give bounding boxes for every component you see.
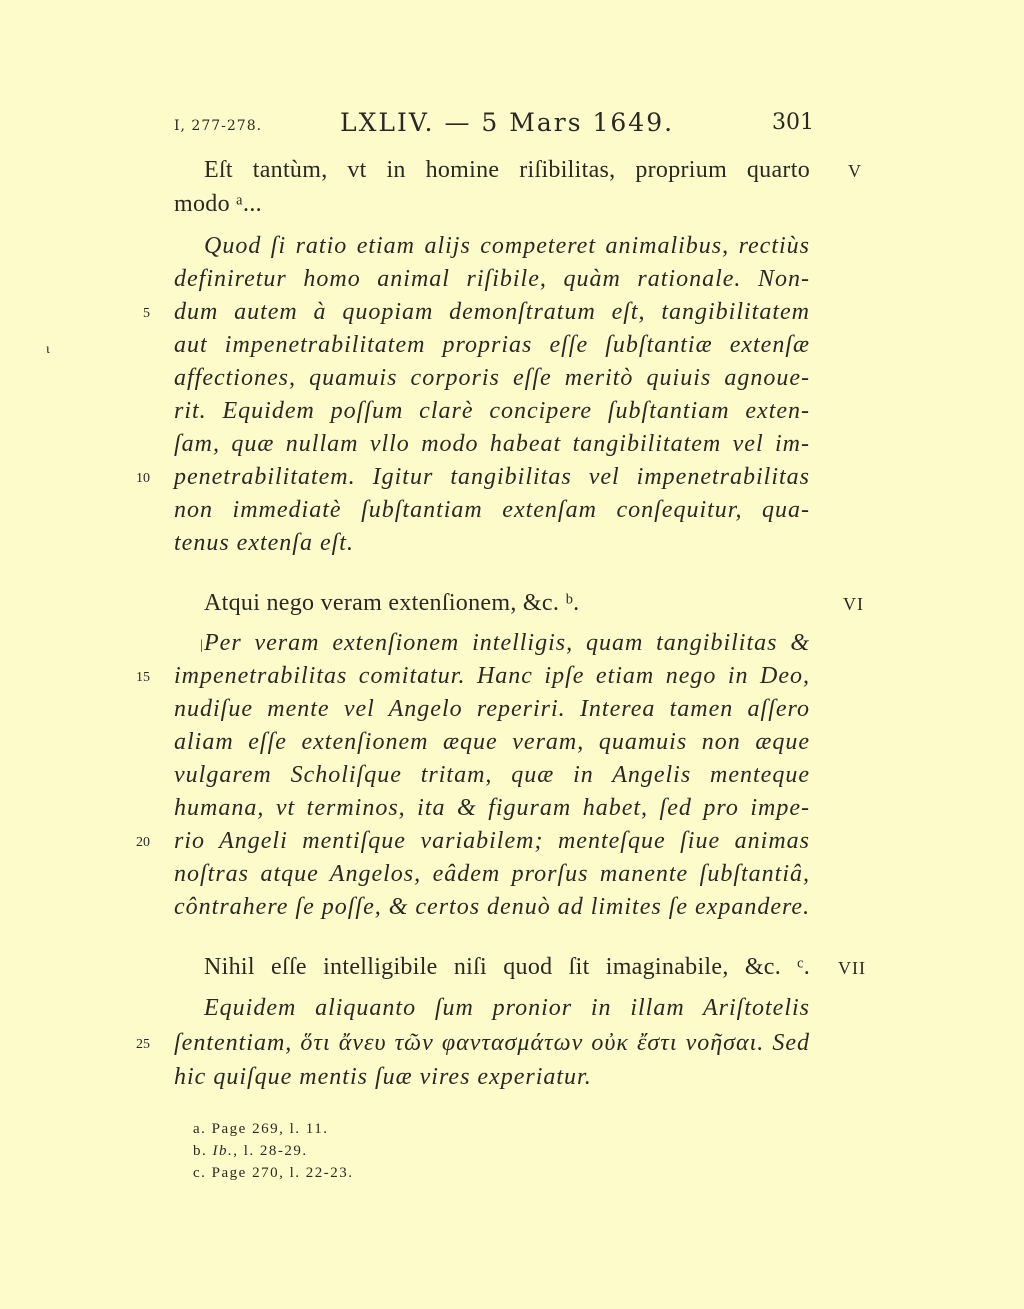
text-line: Per veram extenſionem intelligis, quam tangibilitas & [204,630,810,656]
footnote [193,1165,354,1182]
section-numeral: VI [843,594,864,614]
text-line: nudiſue mente vel Angelo reperiri. Interea tamen aſſero [174,696,810,722]
line-number: 20 [136,835,150,850]
header-reference: I, 277-278. [174,118,263,134]
footnote-text: Page 269, l. 11. [211,1121,329,1137]
footnote-ibid: Ib. [212,1143,234,1159]
section-numeral: VII [838,958,866,978]
text-line: Atqui nego veram extenſionem, &c. ᵇ. [204,590,580,616]
text-line: aliam eſſe extenſionem æque veram, quamuis non æque [174,729,810,755]
header-title: LXLIV. — 5 Mars 1649. [340,108,675,137]
footnote-mark: c. [193,1165,207,1181]
footnote-text: , l. 28-29. [233,1143,308,1159]
text-line: modo ᵃ... [174,191,262,217]
footnote-text: Page 270, l. 22-23. [211,1165,354,1181]
text-line: noſtras atque Angelos, eâdem prorſus manente ſubſtantiâ, [174,861,810,887]
text-line: hic quiſque mentis ſuæ vires experiatur. [174,1064,592,1090]
footnote-mark: b. [193,1143,208,1159]
line-number: 5 [143,306,150,321]
text-line: affectiones, quamuis corporis eſſe meritò quiuis agnoue- [174,365,810,391]
text-line: impenetrabilitas comitatur. Hanc ipſe etiam nego in Deo, [174,663,810,689]
text-line: Quod ſi ratio etiam alijs competeret animalibus, rectiùs [204,233,810,259]
text-line: Nihil eſſe intelligibile niſi quod ſit imaginabile, &c. ᶜ. [204,954,810,980]
footnote-mark: a. [193,1121,207,1137]
text-line: ſententiam, ὅτι ἄνευ τῶν φαντασμάτων οὐκ ἔστι νοῆσαι. Sed [174,1030,810,1056]
text-line: rio Angeli mentiſque variabilem; menteſque ſiue animas [174,828,810,854]
stray-mark: | [200,638,203,653]
line-number: 15 [136,670,150,685]
line-number: 25 [136,1037,150,1052]
text-line: côntrahere ſe poſſe, & certos denuò ad limites ſe expandere. [174,894,811,920]
text-line: definiretur homo animal riſibile, quàm rationale. Non- [174,266,810,292]
page-number: 301 [772,110,814,135]
text-line: non immediatè ſubſtantiam extenſam conſequitur, qua- [174,497,810,523]
stray-mark: ι [46,342,50,357]
footnote [193,1121,328,1138]
text-line: penetrabilitatem. Igitur tangibilitas vel impenetrabilitas [174,464,810,490]
text-line: tenus extenſa eſt. [174,530,354,556]
text-line: Eſt tantùm, vt in homine riſibilitas, proprium quarto [204,157,810,183]
text-line: rit. Equidem poſſum clarè concipere ſubſtantiam exten- [174,398,810,424]
text-line: aut impenetrabilitatem proprias eſſe ſubſtantiæ extenſæ [174,332,810,358]
line-number: 10 [136,471,150,486]
text-line: Equidem aliquanto ſum pronior in illam Ariſtotelis [204,995,810,1021]
running-header [0,108,1024,148]
text-line: dum autem à quopiam demonſtratum eſt, tangibilitatem [174,299,810,325]
text-line: vulgarem Scholiſque tritam, quæ in Angelis menteque [174,762,810,788]
text-line: humana, vt terminos, ita & figuram habet, ſed pro impe- [174,795,810,821]
text-line: ſam, quæ nullam vllo modo habeat tangibilitatem vel im- [174,431,810,457]
footnote [193,1143,308,1160]
section-numeral: V [848,161,862,181]
